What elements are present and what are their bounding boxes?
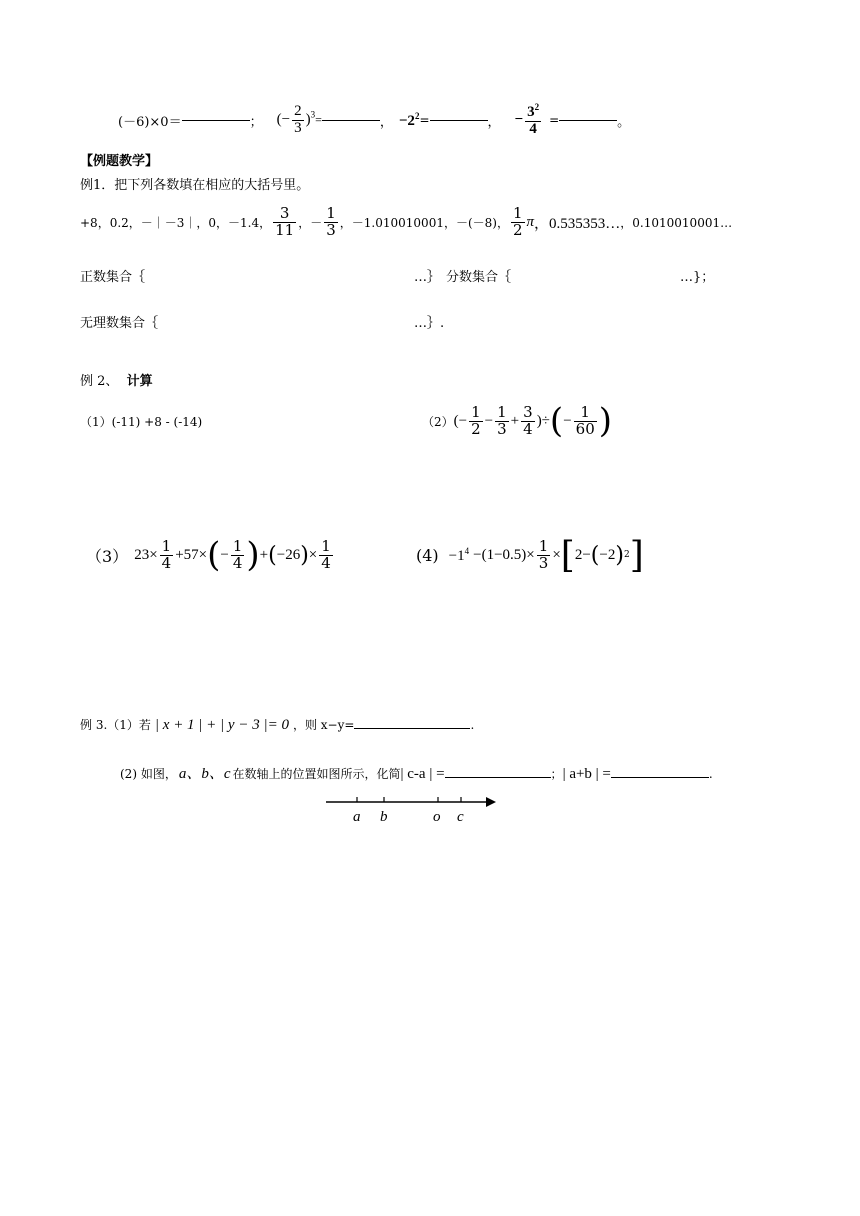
answer-blank-ab	[611, 776, 709, 778]
label-c: c	[457, 809, 464, 825]
separator: ；	[249, 114, 263, 130]
ex2-q4: (4) $-1^4$ −(1−0.5)× $\frac{1}{3}$ × [ 2− ( −2 ) 2 ]	[416, 534, 644, 576]
equals: =	[549, 113, 560, 127]
ex2-q2: （2） (− $\frac{1}{2}$ − $\frac{1}{3}$ + $\frac{3}{4}$ )÷ ( − $\frac{1}{60}$ )	[422, 401, 613, 441]
ex2-q3: （3） 23× $\frac{1}{4}$ +57× ( − $\frac{1}{4}$ ) + ( −26 ) × $\frac{1}{4}$	[86, 535, 331, 575]
ex2-q1: （1）(-11) +8 - (-14)	[80, 415, 203, 429]
fraction-set-label: 分数集合｛	[446, 270, 512, 285]
irrational-set-end: …｝.	[414, 316, 445, 331]
label-b: b	[380, 809, 388, 825]
expr-4: − $\frac{3^2}{4}$	[514, 101, 540, 137]
answer-blank-2	[322, 119, 380, 121]
answer-blank-xy	[354, 727, 470, 729]
positive-set-end: …｝	[414, 270, 441, 285]
ex3-q1: 例 3.（1）若 | x + 1 | + | y − 3 |= 0 ，则 x−y= .	[80, 717, 475, 733]
arrow-icon	[486, 797, 496, 807]
ex1-number-list: +8，0.2，－｜－3｜，0，－1.4， $\frac{3}{11}$ ，－ $\frac{1}{3}$ ，－1.010010001，－(－8)， $\frac{1}{2}$ π ，0.535353… ，0.1010010001…	[80, 203, 733, 239]
ex1-title: 例1．把下列各数填在相应的大括号里。	[80, 178, 310, 193]
separator: ，	[379, 114, 393, 130]
answer-blank-ca	[445, 776, 551, 778]
label-a: a	[353, 809, 361, 825]
ex2-title: 例 2、 计算	[80, 374, 153, 389]
expr-2: (− $\frac{2}{3}$ )$^3$=	[276, 102, 322, 136]
positive-set-label: 正数集合｛	[80, 270, 146, 285]
number-line-diagram	[320, 792, 510, 828]
expr-3: $-2^2$	[398, 110, 420, 129]
section-title: 【例题教学】	[80, 154, 159, 169]
answer-blank-3	[430, 119, 488, 121]
irrational-set-label: 无理数集合｛	[80, 316, 159, 331]
answer-blank-1	[182, 119, 250, 121]
ex3-q2: (2) 如图， a、b、c 在数轴上的位置如图所示，化简 | c-a | = ； | a+b | = .	[120, 766, 713, 782]
separator: ，	[487, 114, 501, 130]
answer-blank-4	[559, 119, 617, 121]
fraction-set-end: …}；	[680, 270, 715, 285]
period: 。	[617, 114, 631, 130]
warmup-line	[118, 100, 630, 140]
equals: =	[419, 113, 430, 127]
expr-1: (－6)×0＝	[118, 114, 182, 130]
label-o: o	[433, 809, 441, 825]
